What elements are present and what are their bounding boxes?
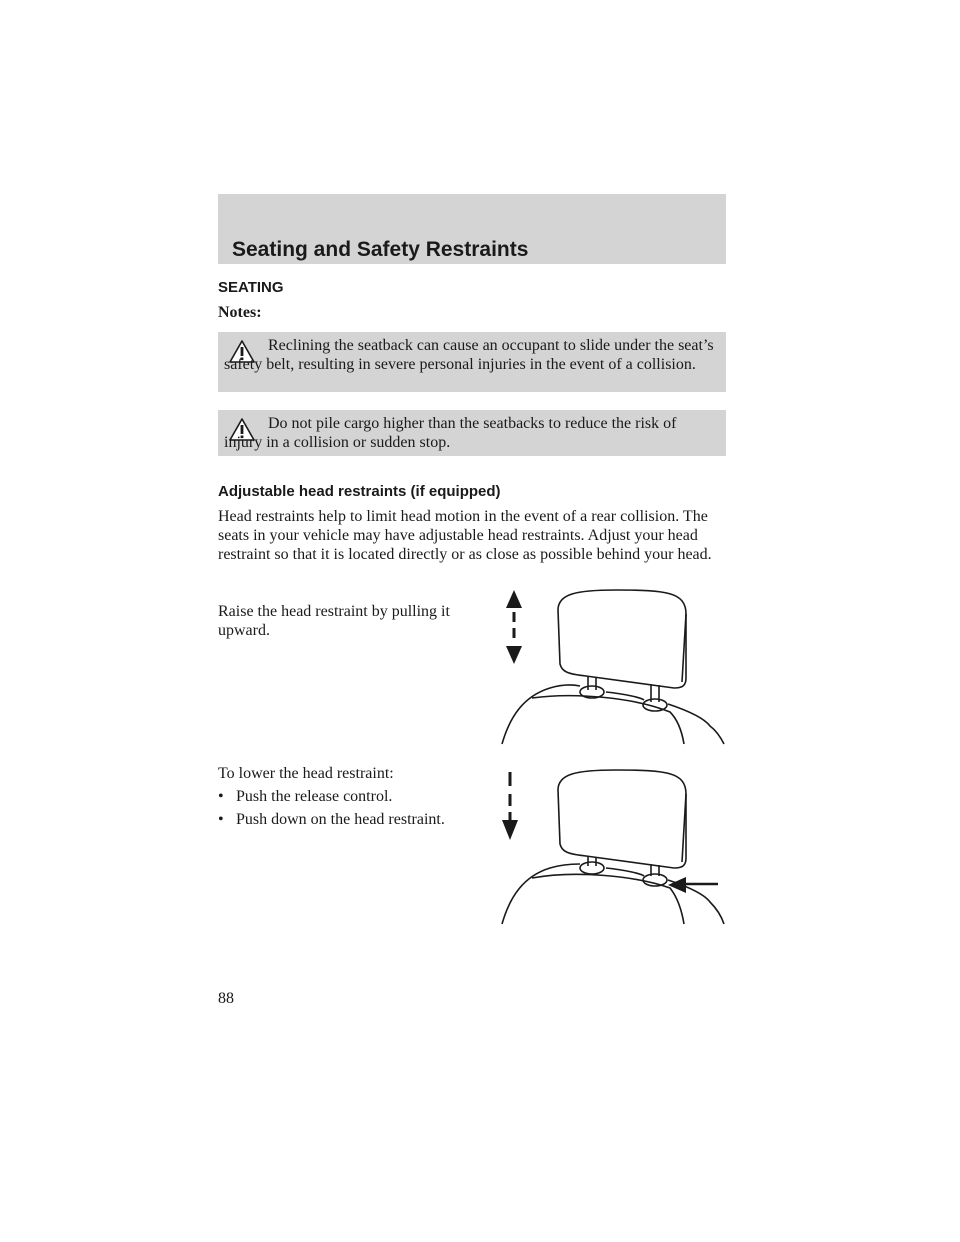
down-arrow-icon xyxy=(502,772,518,840)
head-restraints-intro: Head restraints help to limit head motion in the event of a rear collision. The seats in your vehicle may have adjustable head restraints. Adjust your head restraint so that it is located directly or as close as possible behind your head. xyxy=(218,508,712,563)
raise-head-restraint-illustration xyxy=(496,586,728,746)
lower-head-restraint-illustration xyxy=(496,766,728,926)
head-restraint-outline xyxy=(502,770,724,924)
warning-box-recline xyxy=(218,332,726,392)
bullet-glyph: • xyxy=(218,788,224,805)
section-header-title: Seating and Safety Restraints xyxy=(232,238,529,261)
page-number: 88 xyxy=(218,990,234,1007)
warning-text: Reclining the seatback can cause an occupant to slide under the seat’s safety belt, resulting in severe personal injuries in the event of a collision. xyxy=(224,337,714,373)
head-restraint-outline xyxy=(502,590,724,744)
warning-text: Do not pile cargo higher than the seatbacks to reduce the risk of injury in a collision or sudden stop. xyxy=(224,415,677,451)
section-header-band xyxy=(218,194,726,264)
lower-step-text: Push down on the head restraint. xyxy=(236,811,445,828)
lower-step-text: Push the release control. xyxy=(236,788,393,805)
section-title: SEATING xyxy=(218,279,284,296)
head-restraints-heading: Adjustable head restraints (if equipped) xyxy=(218,483,501,500)
bullet-glyph: • xyxy=(218,811,224,828)
up-down-arrow-icon xyxy=(506,590,522,664)
lower-instruction-intro: To lower the head restraint: xyxy=(218,765,394,782)
warning-box-cargo xyxy=(218,410,726,456)
lower-step-item xyxy=(218,787,392,806)
raise-instruction: Raise the head restraint by pulling it upward. xyxy=(218,603,450,639)
lower-step-item xyxy=(218,810,445,829)
notes-label: Notes: xyxy=(218,304,262,321)
